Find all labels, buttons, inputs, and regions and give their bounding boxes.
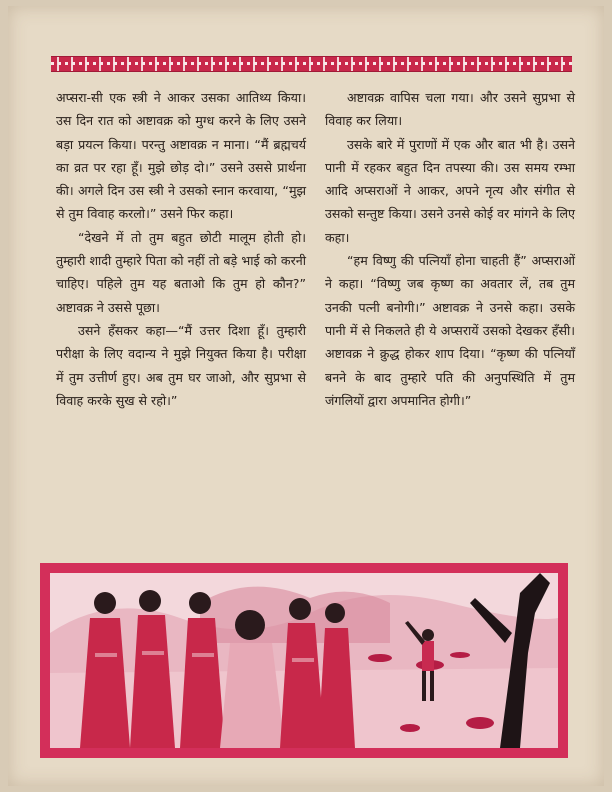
paragraph: “देखने में तो तुम बहुत छोटी मालूम होती हो। तुम्हारी शादी तुम्हारे पिता को नहीं तो बड़े भाई को करनी चाहिए। पहिले तुम यह बताओ कि तुम हो कौन?” अष्टावक्र ने उससे पूछा।	[56, 229, 306, 315]
right-text-column	[325, 86, 575, 412]
paragraph: अष्टावक्र वापिस चला गया। और उसने सुप्रभा से विवाह कर लिया।	[325, 90, 575, 129]
paragraph: उसने हँसकर कहा—“मैं उत्तर दिशा हूँ। तुम्हारी परीक्षा के लिए वदान्य ने मुझे नियुक्त किया है। परीक्षा में तुम उत्तीर्ण हुए। अब तुम घर जाओ, और सुप्रभा से विवाह करके सुख से रहो।”	[56, 322, 306, 408]
illustration-drawing	[50, 573, 558, 748]
paragraph: “हम विष्णु की पत्नियाँ होना चाहती हैं” अप्सराओं ने कहा। “विष्णु जब कृष्ण का अवतार लें, तब तुम उनकी पत्नी बनोगी।” अष्टावक्र ने उनसे कहा। उसके पानी में से निकलते ही ये अप्सरायें उसको देखकर हँसी। अष्टावक्र ने क्रुद्ध होकर शाप दिया। “कृष्ण की पत्नियाँ बनने के बाद तुम्हारे पति की अनुपस्थिति में तुम जंगलियों द्वारा अपमानित होगी।”	[325, 253, 575, 408]
story-illustration	[40, 563, 568, 758]
left-text-column	[56, 86, 306, 412]
paragraph: अप्सरा-सी एक स्त्री ने आकर उसका आतिथ्य किया। उस दिन रात को अष्टावक्र को मुग्ध करने के लिए उसने बड़ा प्रयत्न किया। परन्तु अष्टावक्र न माना। “मैं ब्रह्मचर्य का व्रत पर रहा हूँ। मुझे छोड़ दो।” उसने उससे प्रार्थना की। अगले दिन उस स्त्री ने उसको स्नान करवाया, “मुझ से तुम विवाह करलो।” उसने फिर कहा।	[56, 90, 306, 222]
decorative-border-band	[51, 56, 572, 72]
paragraph: उसके बारे में पुराणों में एक और बात भी है। उसने पानी में रहकर बहुत दिन तपस्या की। उस समय रम्भा आदि अप्सराओं ने आकर, अपने नृत्य और संगीत से उसको सन्तुष्ट किया। उसने उनसे कोई वर मांगने के लिए कहा।	[325, 136, 575, 245]
